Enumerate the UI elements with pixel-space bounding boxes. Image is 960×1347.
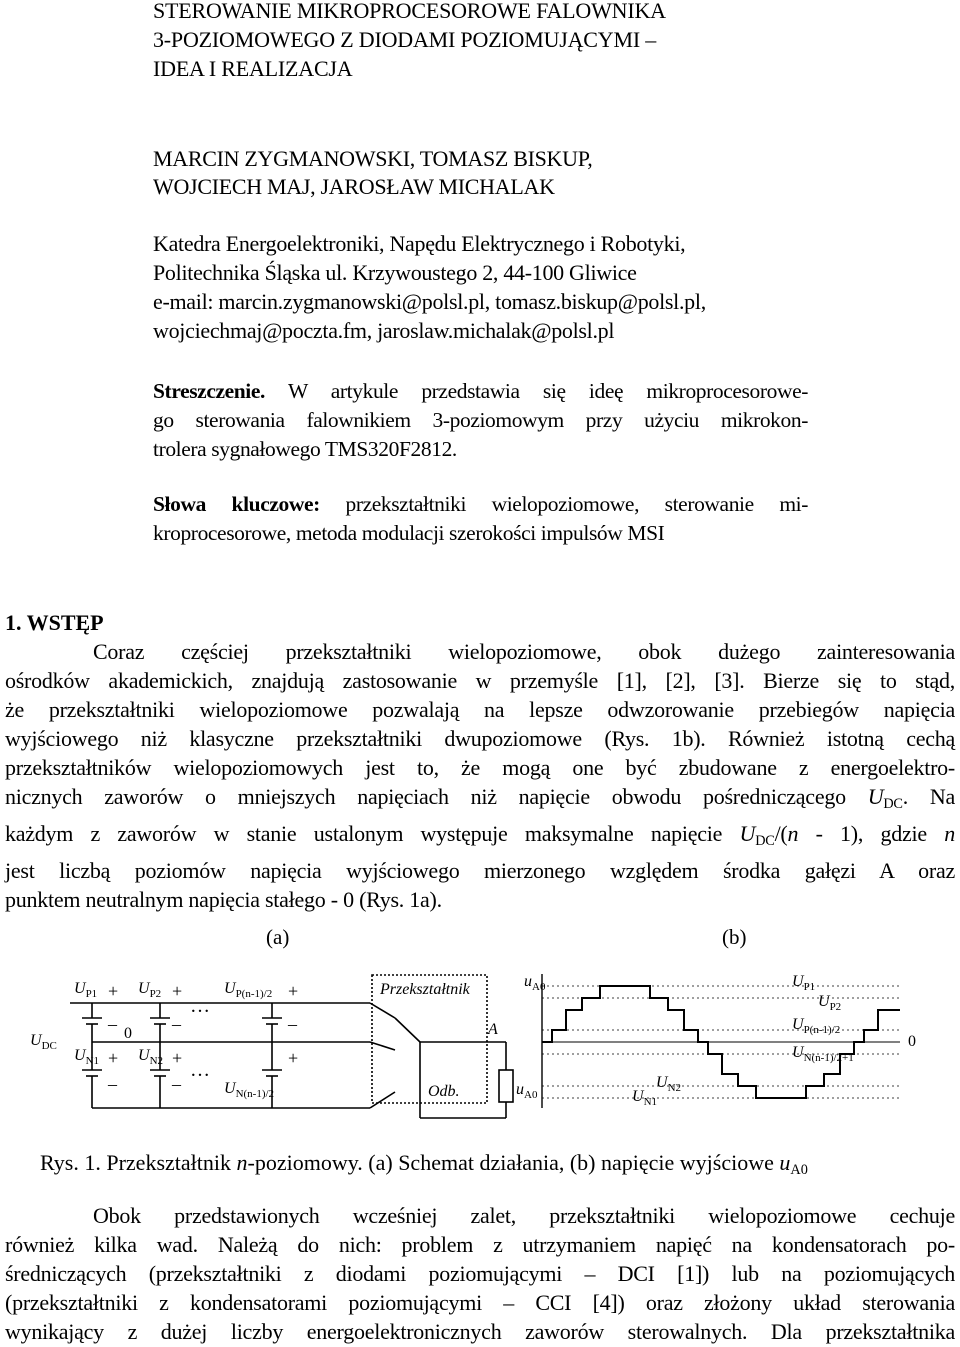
plus-sign: + [288, 1048, 299, 1068]
paragraph-line: średniczących (przekształtniki z diodami poziomującymi – DCI [1]) lub na poziomujących [5, 1261, 955, 1286]
keywords-text: kroprocesorowe, metoda modulacji szerokości impulsów MSI [153, 521, 665, 545]
plus-sign: + [172, 1048, 183, 1068]
ua0-axis-label: $u_{A0}$ [524, 973, 546, 993]
paragraph-line: że przekształtniki wielopoziomowe pozwalają na lepsze odwzorowanie przebiegów napięcia [5, 697, 955, 722]
minus-sign: – [172, 1074, 181, 1094]
paper-title [153, 0, 853, 83]
paragraph-line: wynikający z dużej liczby energoelektronicznych zaworów sterowalnych. Dla przekształtnika [5, 1319, 955, 1344]
authors-line: WOJCIECH MAJ, JAROSŁAW MICHALAK [153, 174, 555, 199]
abstract [153, 377, 808, 464]
paragraph-line: każdym z zaworów w stanie ustalonym występuje maksymalne napięcie $U_{DC}/(n - 1)$, gdzie n [5, 821, 955, 849]
paragraph-line: Obok przedstawionych wcześniej zalet, przekształtniki wielopoziomowe cechuje [93, 1203, 955, 1228]
authors-line: MARCIN ZYGMANOWSKI, TOMASZ BISKUP, [153, 146, 593, 171]
output-waveform [542, 974, 900, 1108]
wave-up1-label: $U_{P1}$ [792, 973, 816, 993]
wave-upn-label: $U_{P(n-1)/2}$ [792, 1016, 841, 1036]
wave-unn-label: $U_{N(n-1)/2+1}$ [792, 1044, 854, 1064]
paragraph-line: jest liczbą poziomów napięcia wyjściowego mierzonego względem środka gałęzi A oraz [5, 858, 955, 883]
wave-un2-label: $U_{N2}$ [656, 1074, 682, 1094]
keywords [153, 490, 808, 548]
up1-label: $U_{P1}$ [74, 980, 98, 1000]
load-label: Odb. [428, 1083, 460, 1100]
minus-sign: – [108, 1014, 117, 1034]
title-line: STEROWANIE MIKROPROCESOROWE FALOWNIKA [153, 0, 666, 23]
section-heading: 1. WSTĘP [5, 610, 104, 635]
section-paragraph [5, 1201, 955, 1346]
plus-sign: + [172, 981, 183, 1001]
converter-label: Przekształtnik [380, 981, 470, 998]
paragraph-line: ośrodków akademickich, znajdują zastosowanie w przemyśle [1], [2], [3]. Bierze się to stąd, [5, 668, 955, 693]
unn-label: $U_{N(n-1)/2}$ [224, 1080, 275, 1100]
ellipsis: … [190, 1059, 210, 1081]
affiliation-line: e-mail: marcin.zygmanowski@polsl.pl, tomasz.biskup@polsl.pl, [153, 289, 706, 314]
keywords-label: Słowa kluczowe: [153, 492, 320, 516]
abstract-text: go sterowania falownikiem 3-poziomowym przy użyciu mikrokon- [153, 408, 808, 432]
plus-sign: + [108, 1048, 119, 1068]
figure-label-b: (b) [722, 925, 747, 949]
node-a-label: A [488, 1021, 498, 1038]
plus-sign: + [108, 981, 119, 1001]
minus-sign: – [288, 1014, 297, 1034]
node-zero-label: 0 [124, 1025, 132, 1042]
figure-label-a: (a) [266, 925, 290, 949]
abstract-text: trolera sygnałowego TMS320F2812. [153, 437, 457, 461]
upn-label: $U_{P(n-1)/2}$ [224, 980, 273, 1000]
affiliation [153, 229, 706, 345]
minus-sign: – [172, 1014, 181, 1034]
minus-sign: – [108, 1074, 117, 1094]
paragraph-line: nicznych zaworów o mniejszych napięciach niż napięcie obwodu pośredniczącego $U_{DC}$. Na [5, 784, 956, 812]
paragraph-line: również kilka wad. Należą do nich: problem z utrzymaniem napięć na kondensatorach po- [5, 1232, 955, 1257]
un2-label: $U_{N2}$ [138, 1047, 164, 1067]
figure-caption: Rys. 1. Przekształtnik n-poziomowy. (a) Schemat działania, (b) napięcie wyjściowe $u_{A0}$ [40, 1150, 808, 1178]
paragraph-line: punktem neutralnym napięcia stałego - 0 (Rys. 1a). [5, 887, 442, 912]
ua0-label: $u_{A0}$ [516, 1081, 538, 1101]
affiliation-line: wojciechmaj@poczta.fm, jaroslaw.michalak@polsl.pl [153, 318, 615, 343]
up2-label: $U_{P2}$ [138, 980, 162, 1000]
authors [153, 145, 592, 201]
keywords-text: przekształtniki wielopoziomowe, sterowanie mi- [319, 492, 808, 516]
ellipsis: … [190, 995, 210, 1017]
paragraph-line: (przekształtniki z kondensatorami poziomującymi – CCI [4]) oraz złożony układ sterowania [5, 1290, 955, 1315]
paragraph-line: Coraz częściej przekształtniki wielopoziomowe, obok dużego zainteresowania [93, 639, 955, 664]
paragraph-line: wyjściowego niż klasyczne przekształtniki dwupoziomowe (Rys. 1b). Również istotną cechą [5, 726, 955, 751]
wave-un1-label: $U_{N1}$ [632, 1088, 658, 1108]
abstract-text: W artykule przedstawia się ideę mikroprocesorowe- [265, 379, 808, 403]
wave-up2-label: $U_{P2}$ [818, 993, 842, 1013]
affiliation-line: Katedra Energoelektroniki, Napędu Elektrycznego i Robotyki, [153, 231, 686, 256]
un1-label: $U_{N1}$ [74, 1047, 100, 1067]
abstract-label: Streszczenie. [153, 379, 266, 403]
wave-zero-label: 0 [908, 1033, 916, 1050]
udc-label: $U_{DC}$ [30, 1032, 57, 1052]
plus-sign: + [288, 981, 299, 1001]
figure-1 [0, 920, 960, 1120]
title-line: 3-POZIOMOWEGO Z DIODAMI POZIOMUJĄCYMI – [153, 27, 657, 52]
paragraph-line: przekształtników wielopoziomowych jest to, że mogą one być zbudowane z energoelektro- [5, 755, 955, 780]
title-line: IDEA I REALIZACJA [153, 56, 353, 81]
section-paragraph [5, 637, 955, 914]
affiliation-line: Politechnika Śląska ul. Krzywoustego 2, 44-100 Gliwice [153, 260, 637, 285]
